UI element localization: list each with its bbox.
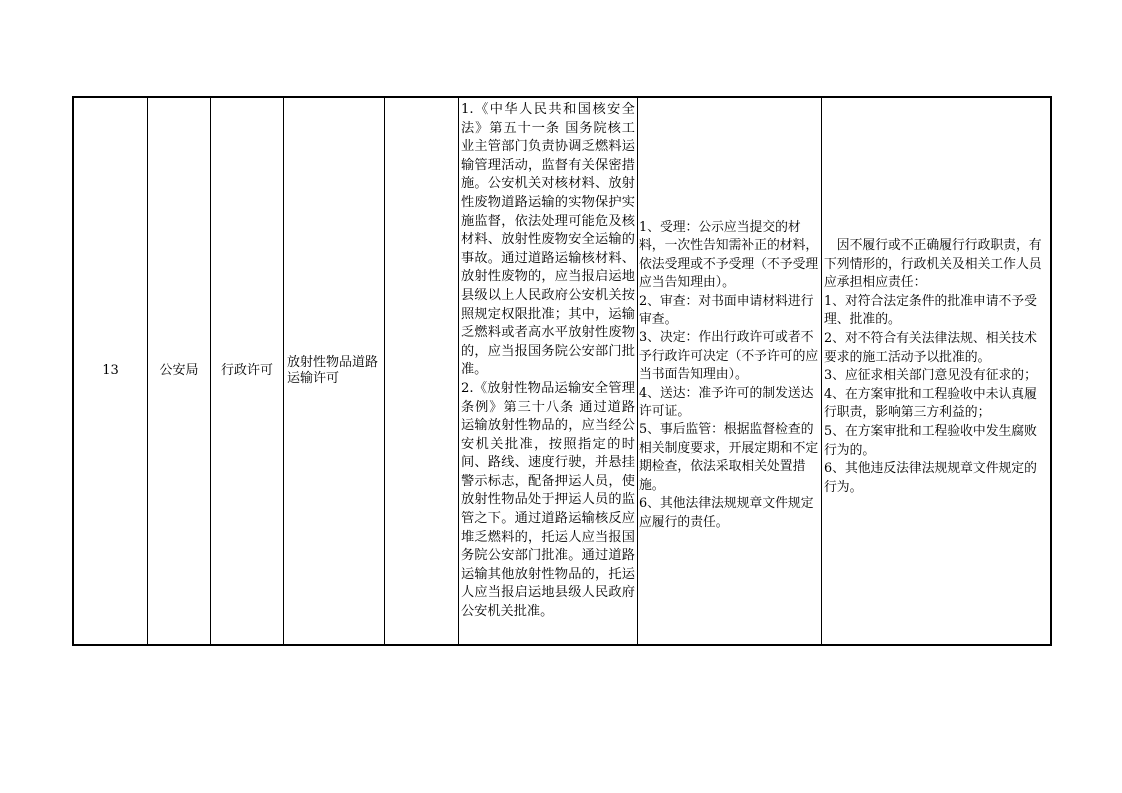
department-cell: 公安局 [148,97,211,645]
liability-intro: 因不履行或不正确履行行政职责，有下列情形的，行政机关及相关工作人员应承担相应责任： [824,238,1042,291]
duties-cell [638,97,822,645]
liability-item: 2、对不符合有关法律法规、相关技术要求的施工活动予以批准的。 [824,330,1037,365]
item-name-cell: 放射性物品道路运输许可 [284,97,385,645]
liability-item: 1、对符合法定条件的批准申请不予受理、批准的。 [824,293,1037,328]
liability-item: 5、在方案审批和工程验收中发生腐败行为的。 [824,423,1037,458]
power-list-table [72,96,1052,646]
row-number: 13 [73,97,148,645]
liability-cell [822,97,1052,645]
duty-item: 3、决定：作出行政许可或者不予行政许可决定（不予许可的应当书面告知理由）。 [639,330,819,383]
legal-basis-cell [459,97,638,645]
liability-item: 3、应征求相关部门意见没有征求的； [824,368,1037,384]
duty-item: 6、其他法律法规规章文件规定应履行的责任。 [639,496,814,530]
liability-item: 4、在方案审批和工程验收中未认真履行职责，影响第三方利益的； [824,386,1037,421]
duty-item: 2、审查：对书面申请材料进行审查。 [639,293,814,328]
sub-item-cell [385,97,459,645]
table-row [73,97,1051,645]
power-type-cell: 行政许可 [211,97,284,645]
legal-basis-paragraph: 2.《放射性物品运输安全管理条例》第三十八条 通过道路运输放射性物品的，应当经公安机关批准，按照指定的时间、路线、速度行驶，并悬挂警示标志，配备押运人员，使放射性物品处于押运人员的监管之下。通过道路运输核反应堆乏燃料的，托运人应当报国务院公安部门批准。通过道路运输其他放射性物品的，托运人应当报启运地县级人民政府公安机关批准。 [461,380,635,620]
duty-item: 5、事后监管：根据监督检查的相关制度要求，开展定期和不定期检查，依法采取相关处置措施。 [639,422,819,493]
duty-item: 1、受理：公示应当提交的材料，一次性告知需补正的材料，依法受理或不予受理（不予受理应当告知理由）。 [639,220,819,291]
legal-basis-paragraph: 1.《中华人民共和国核安全法》第五十一条 国务院核工业主管部门负责协调乏燃料运输管理活动，监督有关保密措施。公安机关对核材料、放射性废物道路运输的实物保护实施监督，依法处理可能危及核材料、放射性废物安全运输的事故。通过道路运输核材料、放射性废物的，应当报启运地县级以上人民政府公安机关按照规定权限批准；其中，运输乏燃料或者高水平放射性废物的，应当报国务院公安部门批准。 [461,102,635,378]
duty-item: 4、送达：准予许可的制发送达许可证。 [639,385,814,420]
liability-item: 6、其他违反法律法规规章文件规定的行为。 [824,461,1037,495]
